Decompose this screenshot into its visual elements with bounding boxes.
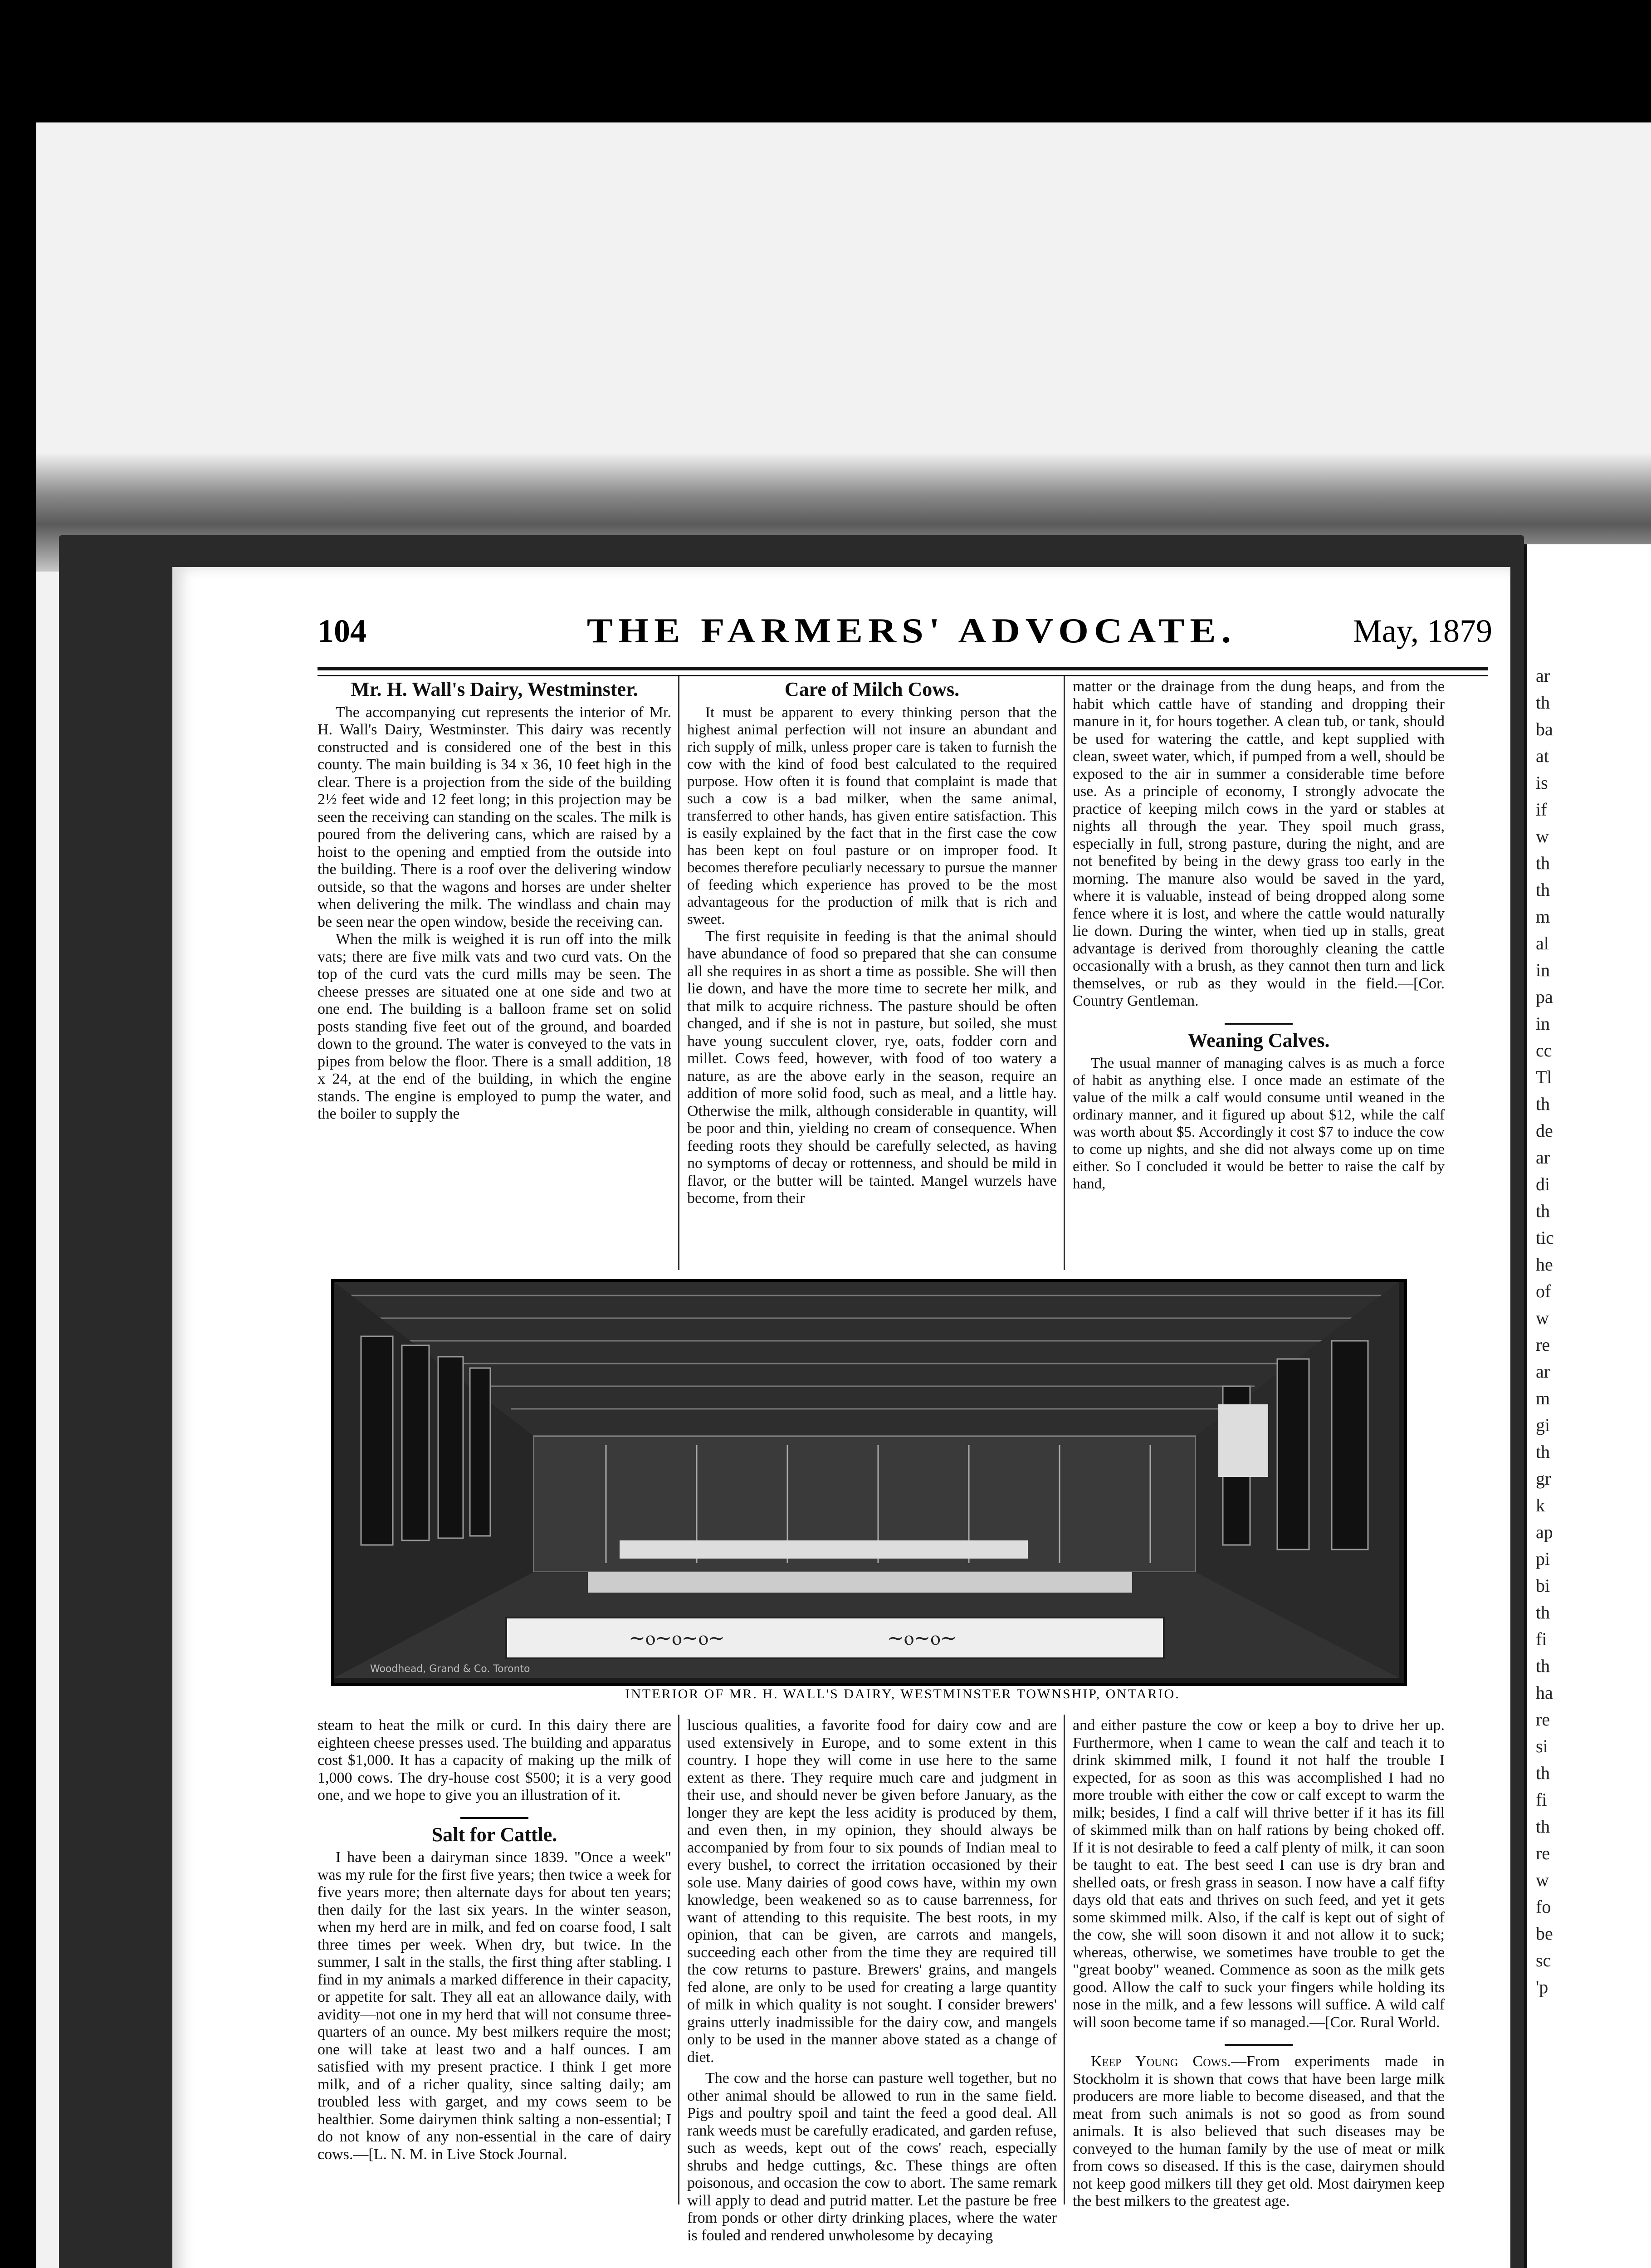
svg-text:~ⲟ~ⲟ~ⲟ~: ~ⲟ~ⲟ~ⲟ~ <box>629 1627 725 1650</box>
illustration-caption: INTERIOR OF MR. H. WALL'S DAIRY, WESTMINSTER TOWNSHIP, ONTARIO. <box>625 1686 1180 1701</box>
svg-text:~ⲟ~ⲟ~: ~ⲟ~ⲟ~ <box>887 1627 957 1650</box>
adjacent-page-fragment: Tl <box>1536 1067 1552 1087</box>
article-paragraph: luscious qualities, a favorite food for dairy cow and are used extensively in Europe, and to some extent in this country. I hope they will come in use here to the same extent as there. They require much care and judgment in their use, and should never be given before January, as the longer they are kept the less acidity is produced by them, and even then, in my opinion, they should always be accompanied by from four to six pounds of Indian meal to every bushel, to correct the irritation occasioned by their sole use. Many dairies of good cows have, within my own knowledge, been weakened so as to cause barrenness, for want of attending to this requisite. The best roots, in my opinion, that can be given, are carrots and mangels, succeeding each other from the time they are required till the cow returns to pasture. Brewers' grains, and mangels fed alone, are only to be used for creating a large quantity of milk in which quality is not sought. I consider brewers' grains utterly inadmissible for the dairy cow, and mangels only to be used in the manner above stated as a change of diet. <box>687 1717 1057 2066</box>
article-paragraph: matter or the drainage from the dung heaps, and from the habit which cattle have of standing and dropping their manure in it, for hours together. A clean tub, or tank, should be used for watering the cattle, and kept supplied with clean, sweet water, which, if pumped from a well, should be exposed to the air in summer a considerable time before use. As a principle of economy, I strongly advocate the practice of keeping milch cows in the yard or stables at nights all through the year. They spoil much grass, especially in full, strong pasture, during the night, and are not benefited by being in the dewy grass too early in the morning. The manure also would be saved in the yard, where it is valuable, instead of being dropped along some fence where it is lost, and where the cattle would naturally lie down. During the winter, when tied up in stalls, great advantage is derived from thoroughly cleaning the cattle occasionally with a brush, as they cannot then turn and lick themselves, or rub as they would in the field.—[Cor. Country Gentleman. <box>1073 678 1445 1009</box>
article-paragraph: The usual manner of managing calves is as much a force of habit as anything else. I once made an estimate of the value of the milk a calf would consume until weaned in the ordinary manner, and it figured up about $12, while the calf was worth about $5. Accordingly it cost $7 to induce the cow to come up nights, and she did not always come up on time either. So I concluded it would be better to raise the calf by hand, <box>1073 1055 1445 1192</box>
adjacent-page-fragment: w <box>1536 1308 1549 1328</box>
article-lead-young: Keep Young Cows. <box>1091 2053 1231 2070</box>
column-2-bottom <box>687 1717 1057 2244</box>
adjacent-page-fragment: be <box>1536 1923 1553 1944</box>
adjacent-page-fragment: fi <box>1536 1629 1547 1649</box>
article-paragraph: The first requisite in feeding is that the animal should have abundance of food so prepared that she can consume all she requires in as short a time as possible. She will then lie down, and have the more time to secrete her milk, and that milk to acquire richness. The pasture should be often changed, and if she is not in pasture, but soiled, she must have young succulent clover, rye, oats, fodder corn and millet. Cows feed, however, with food of too watery a nature, as are the above early in the season, require an addition of more solid food, such as meal, and a little hay. Otherwise the milk, although considerable in quantity, will be poor and thin, yielding no cream of consequence. When feeding roots they should be carefully selected, as having no symptoms of decay or rottenness, and should be mild in flavor, or the butter will be tainted. Mangel wurzels have become, from their <box>687 928 1057 1207</box>
adjacent-page-fragment: th <box>1536 1442 1550 1462</box>
article-text-young: —From experiments made in Stockholm it is shown that cows that have been large milk producers are more liable to become diseased, and that the meat from such animals is not so good as from sound animals. It is also believed that such diseases may be conveyed to the human family by the use of meat or milk from cows so diseased. If this is the case, dairymen should not keep good milkers till they get old. Most dairymen keep the best milkers to the greatest age. <box>1073 2053 1445 2209</box>
adjacent-page-fragment: k <box>1536 1495 1545 1515</box>
adjacent-page-fragment: m <box>1536 1388 1550 1408</box>
article-paragraph: The cow and the horse can pasture well together, but no other animal should be allowed to run in the same field. Pigs and poultry spoil and taint the feed a good deal. All rank weeds must be carefully eradicated, and garden refuse, such as weeds, kept out of the cows' reach, especially shrubs and hedge cuttings, &c. These things are often poisonous, and occasion the cow to abort. The same remark will apply to dead and putrid matter. Let the pasture be free from ponds or other dirty drinking places, where the water is fouled and rendered unwholesome by decaying <box>687 2070 1057 2244</box>
adjacent-page-fragment: bi <box>1536 1575 1550 1596</box>
dairy-interior-engraving <box>331 1279 1407 1686</box>
adjacent-page-fragment: ap <box>1536 1522 1553 1542</box>
adjacent-page-fragment: th <box>1536 1816 1550 1837</box>
adjacent-page-fragment: gi <box>1536 1415 1550 1435</box>
adjacent-page-fragment: w <box>1536 1870 1549 1890</box>
adjacent-page <box>1524 544 1651 2268</box>
adjacent-page-fragment: th <box>1536 1656 1550 1676</box>
article-paragraph: and either pasture the cow or keep a boy to drive her up. Furthermore, when I came to wean the calf and teach it to drink skimmed milk, I found it not half the trouble I expected, for as soon as this was accomplished I had no more trouble with either the cow or calf except to warm the milk; besides, I find a calf will thrive better if it has its fill of skimmed milk than on half rations by being choked off. If it is not desirable to feed a calf plenty of milk, it can soon be taught to eat. The best seed I can use is dry bran and shelled oats, or fresh grass in season. I now have a calf fifty days old that eats and thrives on such feed, and yet it gets some skimmed milk. Also, if the calf is kept out of sight of the cow, she will soon disown it and not allow it to suck; whereas, otherwise, we sometimes have trouble to get the "great booby" weaned. Commence as soon as the milk gets good. Allow the calf to suck your fingers while holding its nose in the milk, and a few lessons will suffice. A wild calf will soon become tame if so managed.—[Cor. Rural World. <box>1073 1717 1445 2031</box>
adjacent-page-fragment: al <box>1536 933 1549 953</box>
adjacent-page-fragment: is <box>1536 772 1548 793</box>
masthead: THE FARMERS' ADVOCATE. <box>586 611 1237 650</box>
adjacent-page-fragment: re <box>1536 1334 1550 1355</box>
adjacent-page-fragment: pi <box>1536 1549 1550 1569</box>
adjacent-page-fragment: 'p <box>1536 1977 1548 1997</box>
adjacent-page-fragment: sc <box>1536 1950 1551 1970</box>
issue-date: May, 1879 <box>1353 613 1492 649</box>
adjacent-page-fragment: tic <box>1536 1227 1554 1248</box>
adjacent-page-fragment: at <box>1536 746 1549 766</box>
adjacent-page-text <box>1527 544 1651 2000</box>
adjacent-page-fragment: th <box>1536 1201 1550 1221</box>
column-divider <box>1064 1715 1065 2204</box>
column-divider <box>1064 676 1065 1270</box>
adjacent-page-fragment: fi <box>1536 1789 1547 1810</box>
adjacent-page-fragment: di <box>1536 1174 1550 1194</box>
adjacent-page-fragment: ba <box>1536 719 1553 739</box>
section-rule <box>1225 2044 1293 2046</box>
adjacent-page-fragment: ar <box>1536 665 1550 686</box>
adjacent-page-fragment: cc <box>1536 1040 1552 1061</box>
adjacent-page-fragment: re <box>1536 1709 1550 1730</box>
adjacent-page-fragment: in <box>1536 960 1550 980</box>
article-paragraph <box>1073 2053 1445 2210</box>
adjacent-page-fragment: of <box>1536 1281 1551 1301</box>
article-paragraph: I have been a dairyman since 1839. "Once a week" was my rule for the first five years; then twice a week for five years more; then alternate days for about ten years; then daily for the last six years. In the winter season, when my herd are in milk, and fed on coarse food, I salt three times per week. When dry, but twice. In the summer, I salt in the stalls, the first thing after stabling. I find in my animals a marked difference in their capacity, or appetite for salt. They all eat an allowance daily, with avidity—not one in my herd that will not consume three-quarters of an ounce. My best milkers require the most; one will take at least two and a half ounces. I am satisfied with my present practice. I think I get more milk, and of a richer quality, since salting daily; am troubled less with garget, and my cows seem to be healthier. Some dairymen think salting a non-essential; I do not know of any non-essential in the care of dairy cows.—[L. N. M. in Live Stock Journal. <box>318 1849 671 2163</box>
column-2-top <box>687 678 1057 1207</box>
adjacent-page-fragment: th <box>1536 853 1550 873</box>
section-rule <box>460 1817 528 1819</box>
column-divider <box>678 676 679 1270</box>
page-number: 104 <box>318 613 366 649</box>
article-paragraph: The accompanying cut represents the interior of Mr. H. Wall's Dairy, Westminster. This dairy was recently constructed and is considered one of the best in this county. The main building is 34 x 36, 10 feet high in the clear. There is a projection from the side of the building 2½ feet wide and 12 feet long; in this projection may be seen the receiving can standing on the scales. The milk is poured from the delivering cans, which are raised by a hoist to the opening and emptied from the outside into the building. There is a roof over the delivering window outside, so that the wagons and horses are under shelter when delivering the milk. The windlass and chain may be seen near the open window, beside the receiving can. <box>318 704 671 930</box>
article-title-wall: Mr. H. Wall's Dairy, Westminster. <box>351 678 638 700</box>
adjacent-page-fragment: th <box>1536 1763 1550 1783</box>
article-title-salt: Salt for Cattle. <box>431 1823 557 1846</box>
column-1-bottom <box>318 1717 671 2163</box>
column-3-top <box>1073 678 1445 1193</box>
adjacent-page-fragment: th <box>1536 692 1550 713</box>
adjacent-page-fragment: fo <box>1536 1897 1551 1917</box>
adjacent-page-fragment: de <box>1536 1120 1553 1141</box>
adjacent-page-fragment: if <box>1536 799 1547 820</box>
article-paragraph: It must be apparent to every thinking person that the highest animal perfection will not insure an abundant and rich supply of milk, unless proper care is taken to furnish the cow with the kind of food best calculated to the required purpose. How often it is found that complaint is made that such a cow is a bad milker, when the same animal, transferred to other hands, has given entire satisfaction. This is easily explained by the fact that in the first case the cow has been kept on foul pasture or on improper food. It becomes therefore peculiarly necessary to pursue the manner of feeding which experience has proved to be the most advantageous for the production of milk that is rich and sweet. <box>687 704 1057 928</box>
article-title-milch: Care of Milch Cows. <box>784 678 960 700</box>
scan-border-top <box>0 0 1651 122</box>
column-3-bottom <box>1073 1717 1445 2210</box>
adjacent-page-fragment: re <box>1536 1843 1550 1863</box>
article-paragraph: When the milk is weighed it is run off into the milk vats; there are five milk vats and two curd vats. On the top of the curd vats the curd mills may be seen. The cheese presses are situated one at one side and two at one end. The building is a balloon frame set on solid posts standing five feet out of the ground, and boarded down to the ground. The water is conveyed to the vats in pipes from below the floor. There is a small addition, 18 x 24, at the end of the building, in which the engine stands. The engine is employed to pump the water, and the boiler to supply the <box>318 931 671 1122</box>
column-divider <box>678 1715 679 2204</box>
adjacent-page-fragment: in <box>1536 1013 1550 1034</box>
adjacent-page-fragment: gr <box>1536 1468 1551 1489</box>
adjacent-page-fragment: pa <box>1536 987 1553 1007</box>
article-title-weaning: Weaning Calves. <box>1187 1029 1330 1051</box>
adjacent-page-fragment: ar <box>1536 1147 1550 1168</box>
engraving-image <box>334 1282 1399 1678</box>
section-rule <box>1225 1023 1293 1025</box>
column-1-top <box>318 678 671 1123</box>
adjacent-page-fragment: si <box>1536 1736 1548 1756</box>
adjacent-page-fragment: ar <box>1536 1361 1550 1382</box>
adjacent-page-fragment: he <box>1536 1254 1553 1275</box>
adjacent-page-fragment: ha <box>1536 1682 1553 1703</box>
header-rule <box>318 667 1488 676</box>
adjacent-page-fragment: w <box>1536 826 1549 846</box>
engraver-mark: Woodhead, Grand & Co. Toronto <box>370 1663 530 1675</box>
adjacent-page-fragment: th <box>1536 880 1550 900</box>
running-head <box>318 608 1492 667</box>
article-paragraph: steam to heat the milk or curd. In this dairy there are eighteen cheese presses used. The building and apparatus cost $1,000. It has a capacity of making up the milk of 1,000 cows. The dry-house cost $500; it is a very good one, and we hope to give you an illustration of it. <box>318 1717 671 1804</box>
adjacent-page-fragment: m <box>1536 906 1550 927</box>
adjacent-page-fragment: th <box>1536 1602 1550 1623</box>
adjacent-page-fragment: th <box>1536 1094 1550 1114</box>
